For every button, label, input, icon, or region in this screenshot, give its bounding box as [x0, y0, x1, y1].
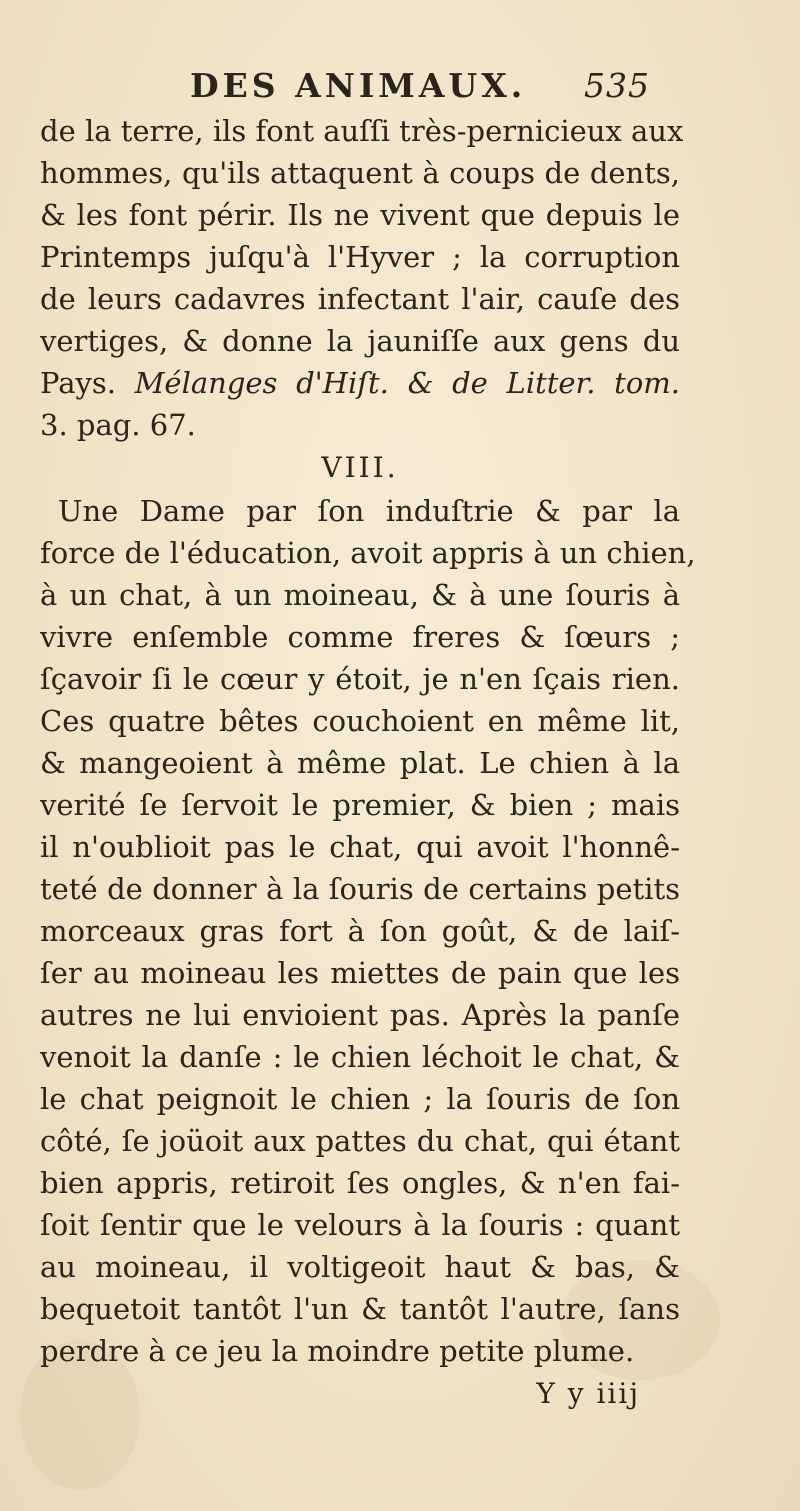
text-line: Une Dame par ſon induſtrie & par la	[58, 494, 680, 528]
reference-page: 3. pag. 67.	[40, 408, 196, 442]
text-line: hommes, qu'ils attaquent à coups de dents,	[40, 156, 680, 190]
text-line: bequetoit tantôt l'un & tantôt l'autre, ſans	[40, 1292, 680, 1326]
text-line: verité ſe ſervoit le premier, & bien ; mais	[40, 788, 680, 822]
text-line: venoit la danſe : le chien léchoit le chat, &	[40, 1040, 680, 1074]
text-line: Printemps juſqu'à l'Hyver ; la corruption	[40, 240, 680, 274]
text-line: le chat peignoit le chien ; la ſouris de ſon	[40, 1082, 680, 1116]
text-line: autres ne lui envioient pas. Après la panſe	[40, 998, 680, 1032]
text-line: & mangeoient à même plat. Le chien à la	[40, 746, 680, 780]
body-text	[40, 110, 696, 1416]
section-number: VIII.	[321, 451, 399, 484]
text-line: morceaux gras fort à ſon goût, & de laiſ-	[40, 914, 680, 948]
text-line: ſoit ſentir que le velours à la ſouris : quant	[40, 1208, 680, 1242]
text-line: ſer au moineau les miettes de pain que les	[40, 956, 680, 990]
page-number: 535	[584, 66, 650, 105]
text-line: perdre à ce jeu la moindre petite plume.	[40, 1334, 635, 1368]
text-line: & les font périr. Ils ne vivent que depuis le	[40, 198, 680, 232]
text-line: vertiges, & donne la jauniſſe aux gens du	[40, 324, 680, 358]
page-header	[190, 66, 650, 112]
text-line: il n'oublioit pas le chat, qui avoit l'honnê-	[40, 830, 680, 864]
text-line: force de l'éducation, avoit appris à un chien,	[40, 536, 696, 570]
text-line: vivre enſemble comme freres & ſœurs ;	[40, 620, 680, 654]
signature-mark: Y y iiij	[536, 1377, 640, 1410]
text-line: côté, ſe joüoit aux pattes du chat, qui étant	[40, 1124, 680, 1158]
text-line: teté de donner à la ſouris de certains petits	[40, 872, 680, 906]
text-line: de leurs cadavres infectant l'air, cauſe des	[40, 282, 680, 316]
reference-title: Mélanges d'Hiſt. & de Litter. tom.	[134, 366, 681, 400]
reference-line	[40, 362, 680, 404]
text-line: bien appris, retiroit ſes ongles, & n'en fai-	[40, 1166, 680, 1200]
running-head: DES ANIMAUX.	[190, 66, 527, 105]
text-line: Ces quatre bêtes couchoient en même lit,	[40, 704, 680, 738]
text-line: au moineau, il voltigeoit haut & bas, &	[40, 1250, 680, 1284]
text-line: ſçavoir ſi le cœur y étoit, je n'en ſçais rien.	[40, 662, 680, 696]
reference-start: Pays.	[40, 366, 135, 400]
text-line: à un chat, à un moineau, & à une ſouris à	[40, 578, 680, 612]
text-line: de la terre, ils font auſſi très-pernicieux aux	[40, 114, 684, 148]
